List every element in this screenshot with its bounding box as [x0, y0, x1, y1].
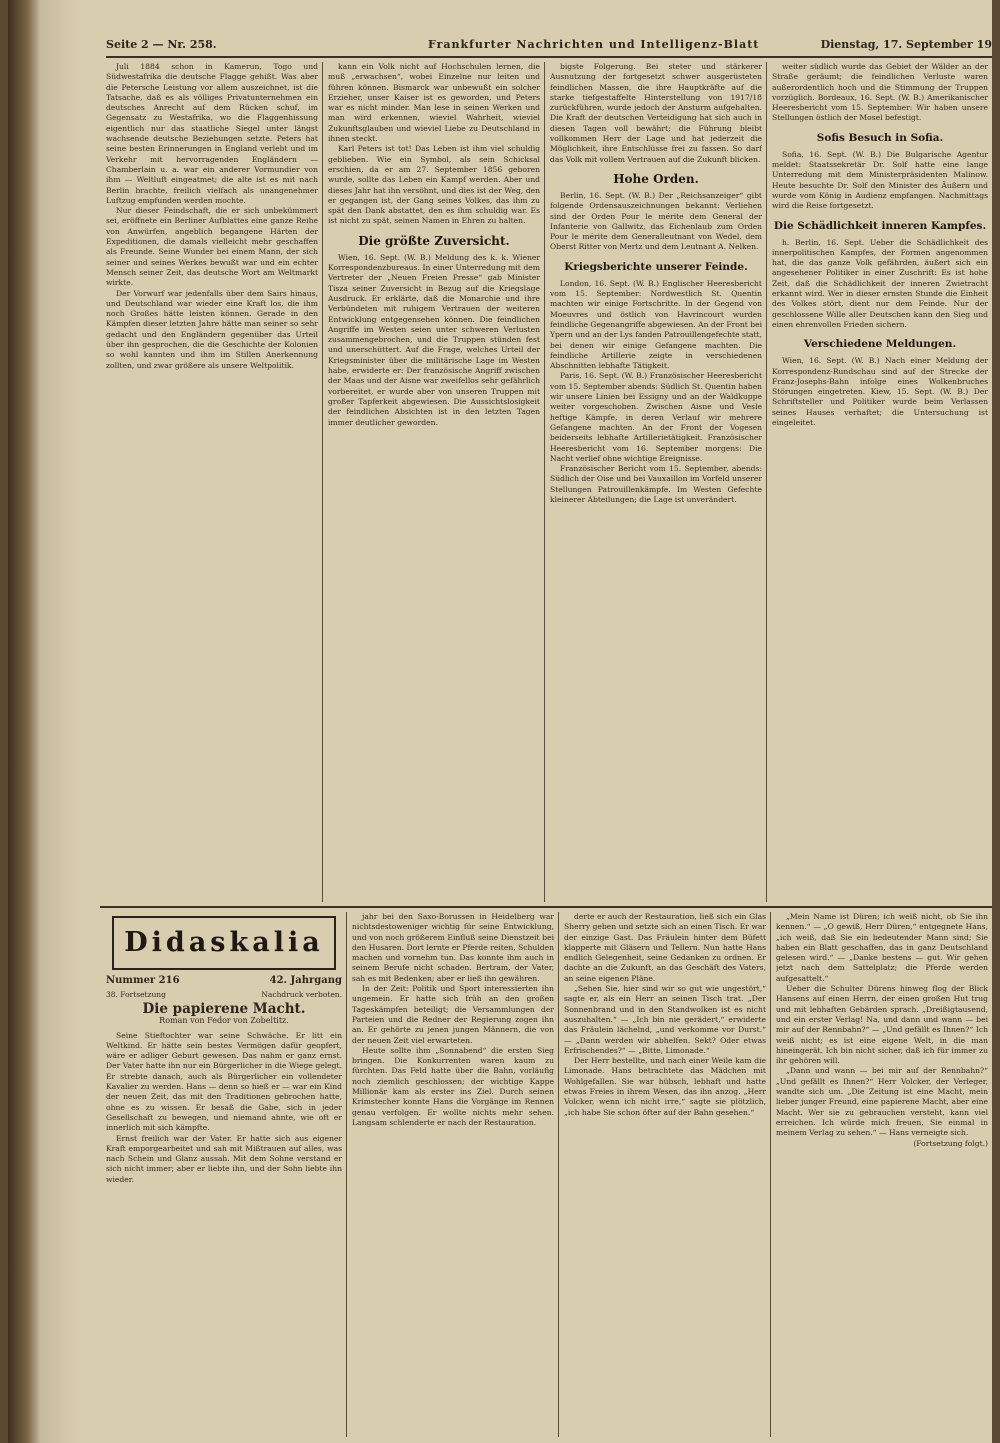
- article-paragraph: Sofia, 16. Sept. (W. B.) Die Bulgarische Agentur meldet: Staatssekretär Dr. Solf hatte eine lange Unterredung mit dem Ministerpräsidenten Malinow. Heute besuchte Dr. Solf den Minister des Äußern und wurde vom König in Audienz empfangen. Nachmittags wird die Reise fortgesetzt.: [772, 149, 988, 211]
- column-rule: [346, 912, 347, 1437]
- story-title: Die papierene Macht.: [142, 1001, 306, 1017]
- column-2: [328, 62, 540, 902]
- article-paragraph: Wien, 16. Sept. (W. B.) Meldung des k. k. Wiener Korrespondenzbureaus. In einer Unterredung mit dem Vertreter der „Neuen Freien Presse“ gab Minister Tisza seiner Zuversicht in Bezug auf die Kriegslage Ausdruck. Er erklärte, daß die Monarchie und ihre Verbündeten mit ruhigem Vertrauen der weiteren Entwicklung entgegensehen können. Die feindlichen Angriffe im Westen seien unter schweren Verlusten zusammengebrochen, und die Truppen stünden fest und unerschüttert. Auf die Frage, welches Urteil der Kriegsminister über die militärische Lage im Westen habe, erwiderte er: Der französische Angriff zwischen der Maas und der Aisne war zweifellos sehr gefährlich vorbereitet, er wurde aber von unseren Truppen mit großer Tapferkeit abgewiesen. Die Aussichtslosigkeit der feindlichen Absichten ist in den letzten Tagen immer deutlicher geworden.: [328, 252, 540, 427]
- didaskalia-column-2: [352, 912, 554, 1437]
- didaskalia-column-3: [564, 912, 766, 1437]
- story-paragraph: In der Zeit: Politik und Sport interessierten ihn ungemein. Er hatte sich früh an den großen Tageskämpfen beteiligt; die Versammlungen der Parteien und die Redner der Regierung zogen ihn an. Er gehörte zu jenen jungen Männern, die von der neuen Zeit viel erwarteten.: [352, 984, 554, 1045]
- story-paragraph: Heute sollte ihm „Sonnabend“ die ersten Sieg bringen. Die Konkurrenten waren kaum zu fürchten. Das Feld hatte über die Bahn, vorläufig noch ziemlich geschlossen; der wichtige Kappe Millionär kam als erster ins Ziel. Durch seinen Krimstecher konnte Hans die Vorgänge im Rennen genau verfolgen. Er wollte nichts mehr sehen. Langsam schlenderte er nach der Restauration.: [352, 1045, 554, 1127]
- article-paragraph: kann ein Volk nicht auf Hochschulen lernen, die muß „erwachsen“, wobei Einzelne nur leiten und führen können. Bismarck war unbewußt ein solcher Erzieher, unser Kaiser ist es geworden, und Peters war es nicht minder. Man lese in seinen Werken und man wird erkennen, wieviel Wahrheit, wieviel Zukunftsglauben und wieviel Liebe zu Deutschland in ihnen steckt.: [328, 62, 540, 144]
- newspaper-page: [8, 0, 992, 1443]
- column-rule: [766, 62, 767, 902]
- issue-date: Dienstag, 17. September 19: [820, 38, 992, 51]
- issue-number: Nummer 216: [106, 975, 180, 986]
- masthead: [106, 34, 992, 58]
- page-number: Seite 2 — Nr. 258.: [106, 38, 217, 51]
- issue-row: [106, 976, 342, 990]
- story-paragraph: Ernst freilich war der Vater. Er hatte sich aus eigener Kraft emporgearbeitet und sah mit Mißtrauen auf alles, was nach Schein und Glanz aussah. Mit dem Sohne verstand er sich nicht immer; aber er liebte ihn, und der Sohn liebte ihn wieder.: [106, 1133, 342, 1184]
- column-rule: [770, 912, 771, 1437]
- headline-meldungen: Verschiedene Meldungen.: [803, 338, 957, 351]
- article-paragraph: Berlin, 16. Sept. (W. B.) Der „Reichsanzeiger“ gibt folgende Ordensauszeichnungen bekannt: Verliehen sind der Orden Pour le mérite dem General der Infanterie von Gallwitz, das Eichenlaub zum Orden Pour le mérite dem Generalleutnant von Wedel, dem Oberst Ritter von Mertz und dem Leutnant A. Nelken.: [550, 190, 762, 252]
- newspaper-title: Frankfurter Nachrichten und Intelligenz-Blatt: [428, 38, 760, 51]
- story-paragraph: „Sehen Sie, hier sind wir so gut wie ungestört,“ sagte er, als ein Herr an seinen Tisch trat. „Der Sonnenbrand und in den Standwolken ist es nicht auszuhalten.“ — „Ich bin nie gerädert,“ erwiderte das Fräulein lächelnd, „und verkomme vor Durst.“ — „Dann werden wir abhelfen. Sekt? Oder etwas Erfrischendes?“ — „Bitte, Limonade.“: [564, 984, 766, 1055]
- article-paragraph: London, 16. Sept. (W. B.) Englischer Heeresbericht vom 15. September: Nordwestlich St. Quentin machten wir einige Fortschritte. In der Gegend von Moeuvres und östlich von Havrincourt wurden feindliche Gegenangriffe abgewiesen. An der Front bei Ypern und an der Lys fanden Patrouillengefechte statt, bei denen wir einige Gefangene machten. Die feindliche Artillerie zeigte in verschiedenen Abschnitten lebhafte Tätigkeit.: [550, 278, 762, 371]
- installment-label: 38. Fortsetzung: [106, 990, 166, 999]
- article-paragraph: Paris, 16. Sept. (W. B.) Französischer Heeresbericht vom 15. September abends: Südlich St. Quentin haben wir unsere Linien bei Essigny und an der Waldkuppe weiter vorgeschoben. Zwischen Aisne und Vesle heftige Kämpfe, in deren Verlauf wir mehrere Gefangene machten. An der Front der Vogesen beiderseits lebhafte Artillerietätigkeit. Französischer Heeresbericht vom 16. September morgens: Die Nacht verlief ohne wichtige Ereignisse.: [550, 371, 762, 463]
- headline-hohe-orden: Hohe Orden.: [613, 171, 699, 186]
- article-paragraph: Karl Peters ist tot! Das Leben ist ihm viel schuldig geblieben. Wie ein Symbol, als sein Schicksal erschien, da er am 27. September 1856 geboren wurde, sollte das Leben ein Kampf werden. Aber und dieses Jahr hat ihn versöhnt, und dies ist der Weg, den er gegangen ist, der Gang seines Volkes, das ihm zu spät den Dank abstattet, den es ihm schuldig war. Es ist nicht zu spät, seinen Namen in Ehren zu halten.: [328, 144, 540, 226]
- column-4: [772, 62, 988, 902]
- story-author: Roman von Fedor von Zobeltitz.: [159, 1016, 289, 1026]
- story-paragraph: Der Herr bestellte, und nach einer Weile kam die Limonade. Hans betrachtete das Mädchen mit Wohlgefallen. Sie war hübsch, lebhaft und hatte etwas Freies in ihrem Wesen, das ihn anzog. „Herr Volcker, wenn ich nicht irre,“ sagte sie plötzlich, „ich habe Sie schon öfter auf der Bahn gesehen.“: [564, 1056, 766, 1117]
- didaskalia-logo: Didaskalia: [112, 916, 336, 970]
- column-3: [550, 62, 762, 902]
- issue-year: 42. Jahrgang: [269, 975, 342, 986]
- headline-schaedlichkeit: Die Schädlichkeit inneren Kampfes.: [773, 219, 987, 232]
- column-rule: [322, 62, 323, 902]
- story-paragraph: Ueber die Schulter Dürens hinweg flog der Blick Hansens auf einen Herrn, der einen großen Hut trug und mit lebhaften Gebärden sprach. „Dreißigtausend, und ein erster Verlag! Na, und dann und wann — bei mir auf der Rennbahn?“ — „Und gefällt es Ihnen?“ Ich weiß nicht; es ist eine eigene Welt, in die man hineingerät. Ich bin nicht sicher, daß ich für immer zu ihr gehören will.: [776, 984, 988, 1066]
- continued-note: (Fortsetzung folgt.): [913, 1138, 988, 1148]
- article-paragraph: Wien, 16. Sept. (W. B.) Nach einer Meldung der Korrespondenz-Rundschau sind auf der Strecke der Franz-Josephs-Bahn infolge eines Wolkenbruches Störungen eingetreten. Kiew, 15. Sept. (W. B.) Der Schriftsteller und Politiker wurde beim Verlassen seines Hauses verhaftet; die Untersuchung ist eingeleitet.: [772, 356, 988, 428]
- fortsetzung-row: [106, 990, 342, 1002]
- story-paragraph: Seine Stieftochter war seine Schwäche. Er litt ein Weltkind. Er hätte sein bestes Vermögen dafür geopfert, wäre er adliger Geburt gewesen. Das nahm er ganz ernst. Der Vater hatte ihn nur ein Bürgerlicher in die Wiege gelegt. Er strebte danach, auch als Bürgerlicher ein vollendeter Kavalier zu werden. Hans — denn so hieß er — war ein Kind der neuen Zeit, das mit den Traditionen gebrochen hatte, ohne es zu wissen. Er besaß die Gabe, sich in jeder Gesellschaft zu bewegen, und niemand ahnte, wie oft er innerlich mit sich kämpfte.: [106, 1030, 342, 1133]
- headline-solf-sofia: Sofis Besuch in Sofia.: [816, 131, 944, 144]
- headline-kriegsberichte: Kriegsberichte unserer Feinde.: [564, 260, 748, 273]
- column-1: [106, 62, 318, 902]
- didaskalia-column-1: [106, 912, 342, 1437]
- article-paragraph: Der Vorwurf war jedenfalls über dem Sairs hinaus, und Deutschland war wieder eine Kraft los, die ihm noch Großes hätte leisten können. Gerade in den Kämpfen dieser letzten Jahre hätte man seiner so sehr gedacht und den Engländern gegenüber das Urteil über ihn gesprochen, die die Geschichte der Kolonien so wohl kannten und ihm im Stillen Anerkennung zollten, und zwar größere als unsere Weltpolitik.: [106, 288, 318, 370]
- article-paragraph: Nur dieser Feindschaft, die er sich unbekümmert sei, eröffnete ein Berliner Aufblattes eine ganze Reihe von Anwürfen, angeblich begangene Härten der Expeditionen, die damals vielleicht mehr geschaffen als Freunde. Seine Wunder bei einem Mann, der sich seiner und seines Werkes bewußt war und ein echter Mensch seiner Zeit, das deutsche Wort am Weltmarkt wirkte.: [106, 206, 318, 288]
- headline-zuversicht: Die größte Zuversicht.: [358, 233, 510, 248]
- article-paragraph: h. Berlin, 16. Sept. Ueber die Schädlichkeit des innerpolitischen Kampfes, der Formen angenommen hat, die das ganze Volk gefährden, äußert sich ein angesehener Politiker in einer Zuschrift: Es ist hohe Zeit, daß die Schädlichkeit der inneren Zwietracht erkannt wird. Wer in dieser ernsten Stunde die Einheit des Volkes stört, dient nur dem Feinde. Nur der geschlossene Wille aller Deutschen kann den Sieg und einen ehrenvollen Frieden sichern.: [772, 237, 988, 329]
- story-paragraph: derte er auch der Restauration, ließ sich ein Glas Sherry geben und setzte sich an einen Tisch. Er war der einzige Gast. Das Fräulein hinter dem Büfett klapperte mit Gläsern und Tellern. Nun hatte Hans endlich Gelegenheit, seine Gedanken zu ordnen. Er dachte an die Zukunft, an das Geschäft des Vaters, an seine eigenen Pläne.: [564, 912, 766, 983]
- article-paragraph: Juli 1884 schon in Kamerun, Togo und Südwestafrika die deutsche Flagge gehißt. Was aber die Petersche Leistung vor allem auszeichnet, ist die Tatsache, daß es als völliges Privatunternehmen ein deutsches Anrecht auf dem Rücken schuf, im Gegensatz zu Westafrika, wo die Flaggenhissung eigentlich nur das staatliche Siegel unter längst wachsende deutsche Beziehungen setzte. Peters hat seine besten Erinnerungen in England verlebt und im Verkehr mit hervorragenden Engländern — Chamberlain u. a. war ein anderer Vormundier von ihm — Weltluft eingeatmet; die alte ist es mit nach Berlin brachte, freilich vielfach als unangenehmer Luftzug empfunden werden mochte.: [106, 62, 318, 205]
- story-paragraph: „Dann und wann — bei mir auf der Rennbahn?“ „Und gefällt es Ihnen?“ Herr Volcker, der Verleger, wandte sich um. „Die Zeitung ist eine Macht, mein lieber junger Freund, eine papierene Macht, aber eine Macht. Wer sie zu gebrauchen versteht, kann viel erreichen. Ich würde mich freuen, Sie einmal in meinem Verlag zu sehen.“ — Hans verneigte sich.: [776, 1066, 988, 1138]
- story-paragraph: „Mein Name ist Düren; ich weiß nicht, ob Sie ihn kennen.“ — „O gewiß, Herr Düren,“ entgegnete Hans, „ich weiß, daß Sie ein bedeutender Mann sind; Sie haben ein Blatt geschaffen, das in ganz Deutschland gelesen wird.“ — „Danke bestens — gut. Wir gehen jetzt nach dem Sattelplatz; die Pferde werden aufgesattelt.“: [776, 912, 988, 983]
- column-rule: [558, 912, 559, 1437]
- article-paragraph: weiter südlich wurde das Gebiet der Wälder an der Straße geräumt; die feindlichen Verluste waren außerordentlich hoch und die Stimmung der Truppen vorzüglich. Bordeaux, 16. Sept. (W. B.) Amerikanischer Heeresbericht vom 15. September: Wir haben unsere Stellungen östlich der Mosel befestigt.: [772, 62, 988, 123]
- book-binding: [8, 0, 40, 1443]
- column-rule: [544, 62, 545, 902]
- didaskalia-column-4: [776, 912, 988, 1437]
- article-paragraph: bigste Folgerung. Bei steter und stärkerer Ausnutzung der fortgesetzt schwer ausgerüsteten feindlichen Massen, die ihre Hauptkräfte auf die starke tiefgestaffelte Hinterstellung von 1917/18 zurückführen, wurde jedoch der Ansturm aufgehalten. Die Kraft der deutschen Verteidigung hat sich auch in diesen Tagen voll bewährt; die Führung bleibt vollkommen Herr der Lage und hat jederzeit die Möglichkeit, ihre Entschlüsse frei zu fassen. So darf das Volk mit vollem Vertrauen auf die Zukunft blicken.: [550, 62, 762, 164]
- section-divider: [100, 906, 992, 908]
- story-paragraph: jahr bei den Saxo-Borussen in Heidelberg war nichtsdestoweniger wichtig für seine Entwicklung, und von noch größerem Einfluß seine Dienstzeit bei den Husaren. Dort lernte er Pferde reiten, Schulden machen und vornehm tun. Das konnte ihm auch in seinem Berufe nicht schaden. Bertram, der Vater, sah es mit Bedenken; aber er ließ ihn gewähren.: [352, 912, 554, 983]
- reprint-notice: Nachdruck verboten.: [261, 990, 342, 999]
- article-paragraph: Französischer Bericht vom 15. September, abends: Südlich der Oise und bei Vauxaillon im Vorfeld unserer Stellungen Patrouillenkämpfe. Im Westen Gefechte kleinerer Abteilungen; die Lage ist unverändert.: [550, 464, 762, 504]
